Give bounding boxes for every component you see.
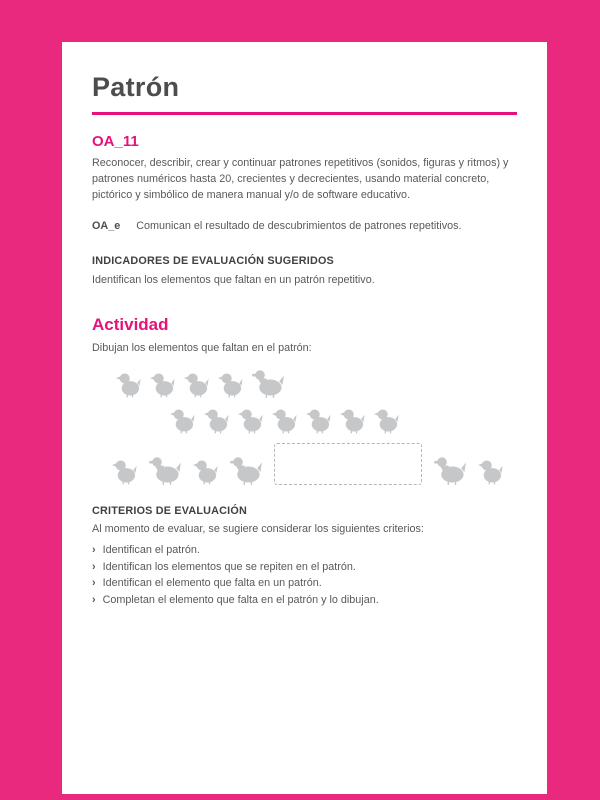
worksheet-card [62,42,547,794]
pattern-row [170,407,517,434]
criteria-item-text: Identifican los elementos que se repiten en el patrón. [102,560,356,573]
criteria-item [92,592,517,609]
chick-icon [150,371,175,398]
pattern-row [116,369,517,398]
activity-heading: Actividad [92,314,169,334]
duck-icon [230,456,262,485]
title-divider [92,112,517,115]
objective-description: Reconocer, describir, crear y continuar patrones repetitivos (sonidos, figuras y ritmos) y patrones numéricos hasta 20, crecientes y decrecientes, usando material concreto, pictórico y simbólico de manera manual y/o de software educativo. [92,157,509,201]
sub-objective-line [92,219,517,235]
chick-icon [272,407,297,434]
duck-icon [252,369,284,398]
chick-icon [116,371,141,398]
page-title: Patrón [92,72,180,102]
sub-objective-code: OA_e [92,219,121,232]
duck-icon [149,456,181,485]
bullet-chevron: › [92,560,96,573]
criteria-intro: Al momento de evaluar, se sugiere considerar los siguientes criterios: [92,522,424,535]
chick-icon [340,407,365,434]
activity-instruction: Dibujan los elementos que faltan en el patrón: [92,341,312,354]
duck-icon [434,456,466,485]
indicators-heading: INDICADORES DE EVALUACIÓN SUGERIDOS [92,254,334,267]
chick-icon [193,458,218,485]
criteria-list [92,542,517,609]
pattern-row [112,443,517,485]
chick-icon [112,458,137,485]
bullet-chevron: › [92,543,96,556]
indicators-text: Identifican los elementos que faltan en un patrón repetitivo. [92,273,375,286]
criteria-heading: CRITERIOS DE EVALUACIÓN [92,504,247,517]
chick-icon [184,371,209,398]
criteria-item [92,542,517,559]
bullet-chevron: › [92,577,96,590]
chick-icon [374,407,399,434]
chick-icon [238,407,263,434]
criteria-item-text: Identifican el elemento que falta en un patrón. [102,577,322,590]
chick-icon [170,407,195,434]
criteria-item-text: Identifican el patrón. [102,543,200,556]
criteria-item-text: Completan el elemento que falta en el patrón y lo dibujan. [102,593,379,606]
chick-icon [306,407,331,434]
sub-objective-text: Comunican el resultado de descubrimientos de patrones repetitivos. [136,219,462,232]
missing-element-box [274,443,422,485]
criteria-item [92,575,517,592]
pattern-area [92,369,517,485]
chick-icon [204,407,229,434]
bullet-chevron: › [92,593,96,606]
objective-code: OA_11 [92,133,139,150]
criteria-item [92,559,517,576]
chick-icon [218,371,243,398]
chick-icon [478,458,503,485]
